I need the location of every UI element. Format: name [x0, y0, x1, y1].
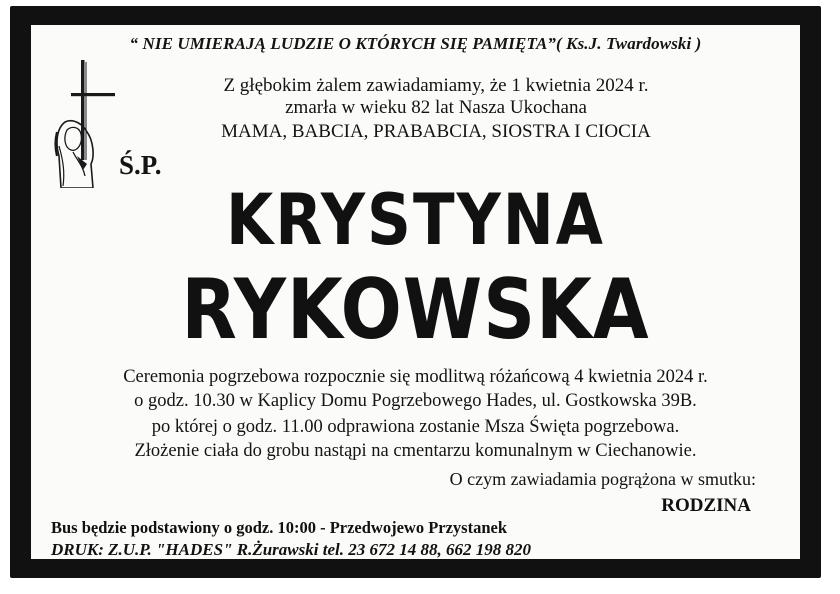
printer-info: DRUK: Z.U.P. "HADES" R.Żurawski tel. 23 672 14 88, 662 198 820	[51, 540, 531, 559]
ceremony-line-burial: Złożenie ciała do grobu nastąpi na cmentarzu komunalnym w Ciechanowie.	[134, 441, 697, 461]
mourners-family: RODZINA	[661, 495, 751, 516]
cross-with-praying-mary-icon	[53, 60, 117, 188]
motto-quote: “ NIE UMIERAJĄ LUDZIE O KTÓRYCH SIĘ PAMIĘTA”( Ks.J. Twardowski )	[129, 34, 702, 53]
mourners-intro: O czym zawiadamia pogrążona w smutku:	[449, 469, 756, 489]
intro-line-date: Z głębokim żalem zawiadamiamy, że 1 kwietnia 2024 r.	[223, 75, 649, 96]
sp-abbreviation: Ś.P.	[119, 150, 162, 180]
ceremony-line-chapel: o godz. 10.30 w Kaplicy Domu Pogrzebowego Hades, ul. Gostkowska 39B.	[134, 391, 697, 411]
deceased-last-name: RYKOWSKA	[181, 260, 650, 358]
bus-info: Bus będzie podstawiony o godz. 10:00 - Przedwojewo Przystanek	[51, 518, 508, 537]
obituary-notice	[31, 25, 800, 559]
intro-line-age: zmarła w wieku 82 lat Nasza Ukochana	[285, 97, 587, 118]
intro-line-relations: MAMA, BABCIA, PRABABCIA, SIOSTRA I CIOCIA	[221, 121, 651, 142]
ceremony-line-rosary: Ceremonia pogrzebowa rozpocznie się modlitwą różańcową 4 kwietnia 2024 r.	[123, 367, 708, 387]
deceased-first-name: KRYSTYNA	[225, 179, 606, 262]
ceremony-line-mass: po której o godz. 11.00 odprawiona zostanie Msza Święta pogrzebowa.	[151, 417, 680, 437]
